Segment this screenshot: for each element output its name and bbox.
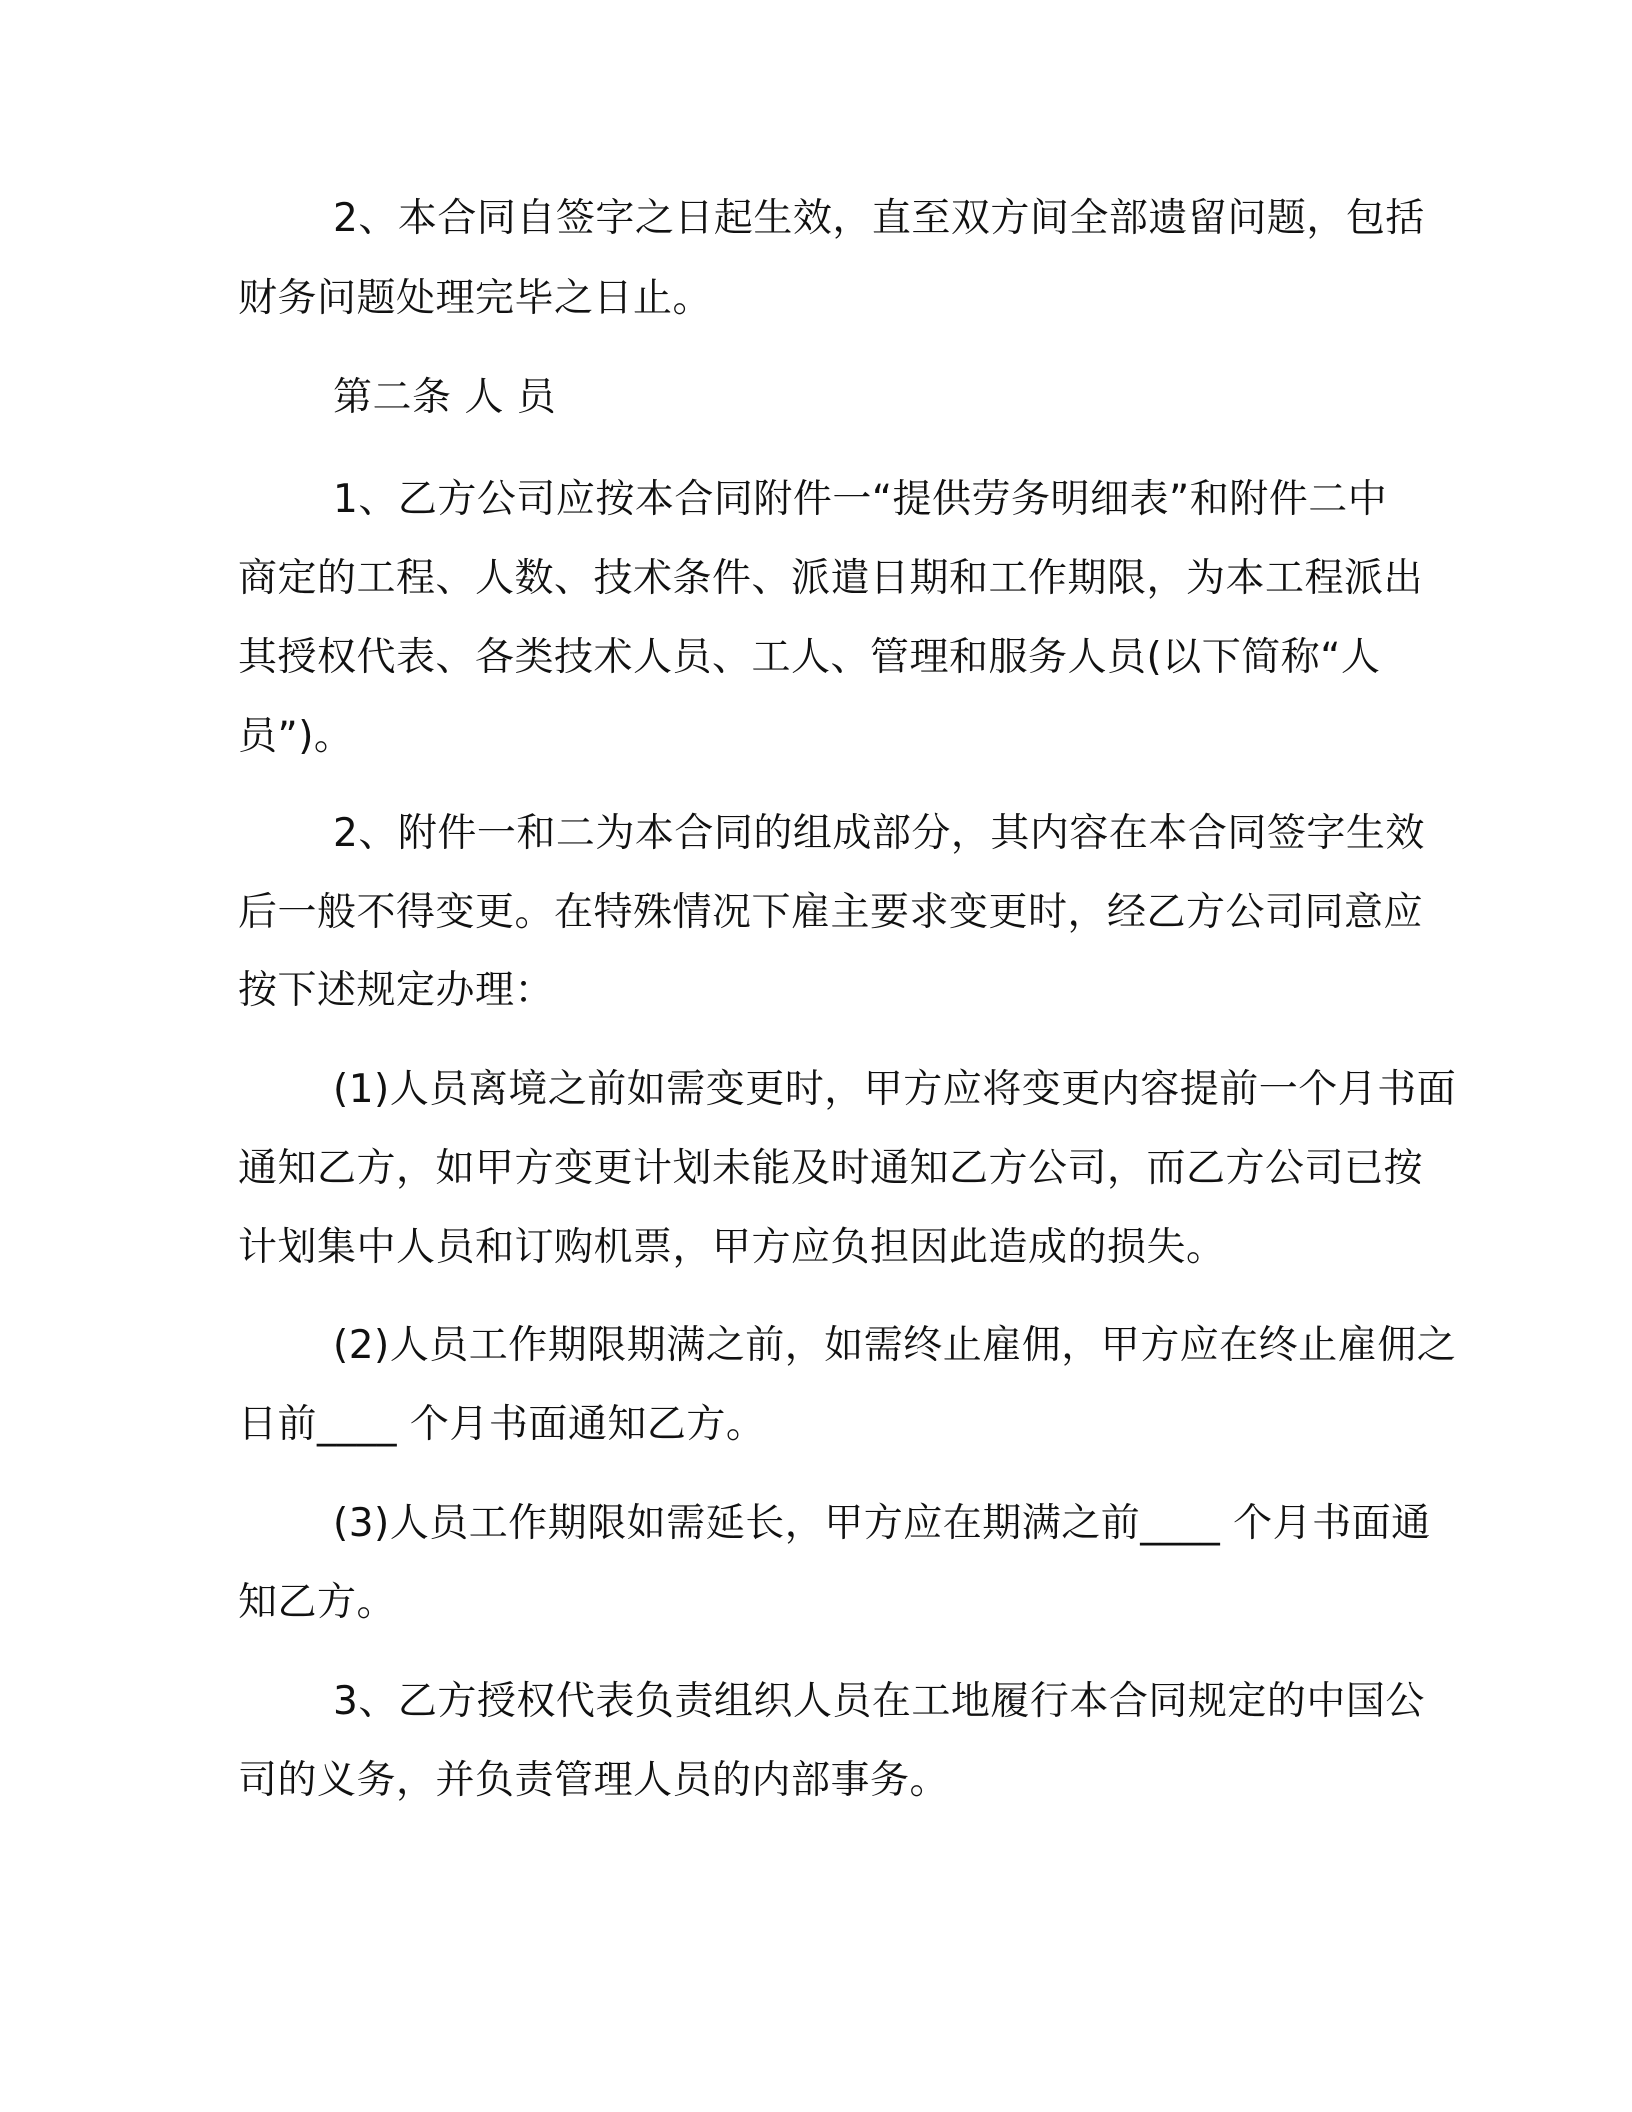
item-1-line-1: (1)人员离境之前如需变更时，甲方应将变更内容提前一个月书面 <box>333 1067 1457 1112</box>
clause-2-line-1: 2、附件一和二为本合同的组成部分，其内容在本合同签字生效 <box>333 811 1425 856</box>
section-heading: 第二条 人 员 <box>333 375 557 420</box>
clause-1-line-2: 商定的工程、人数、技术条件、派遣日期和工作期限，为本工程派出 <box>238 556 1424 601</box>
clause-3-line-1: 3、乙方授权代表负责组织人员在工地履行本合同规定的中国公 <box>333 1679 1425 1724</box>
item-1-line-3: 计划集中人员和订购机票，甲方应负担因此造成的损失。 <box>238 1225 1226 1270</box>
clause-1-line-3: 其授权代表、各类技术人员、工人、管理和服务人员(以下简称“人 <box>238 635 1381 680</box>
paragraph-2-line-2: 财务问题处理完毕之日止。 <box>238 276 713 321</box>
item-2-line-2: 日前____ 个月书面通知乙方。 <box>238 1402 766 1447</box>
clause-3-line-2: 司的义务，并负责管理人员的内部事务。 <box>238 1758 950 1803</box>
clause-1-line-4: 员”)。 <box>238 714 354 759</box>
clause-2-line-2: 后一般不得变更。在特殊情况下雇主要求变更时，经乙方公司同意应 <box>238 890 1424 935</box>
clause-2-line-3: 按下述规定办理： <box>238 968 555 1013</box>
clause-1-line-1: 1、乙方公司应按本合同附件一“提供劳务明细表”和附件二中 <box>333 477 1388 522</box>
item-1-line-2: 通知乙方，如甲方变更计划未能及时通知乙方公司，而乙方公司已按 <box>238 1146 1424 1191</box>
paragraph-2-line-1: 2、本合同自签字之日起生效，直至双方间全部遗留问题，包括 <box>333 196 1425 241</box>
item-3-line-2: 知乙方。 <box>238 1580 397 1625</box>
item-2-line-1: (2)人员工作期限期满之前，如需终止雇佣，甲方应在终止雇佣之 <box>333 1323 1457 1368</box>
item-3-line-1: (3)人员工作期限如需延长，甲方应在期满之前____ 个月书面通 <box>333 1501 1431 1546</box>
